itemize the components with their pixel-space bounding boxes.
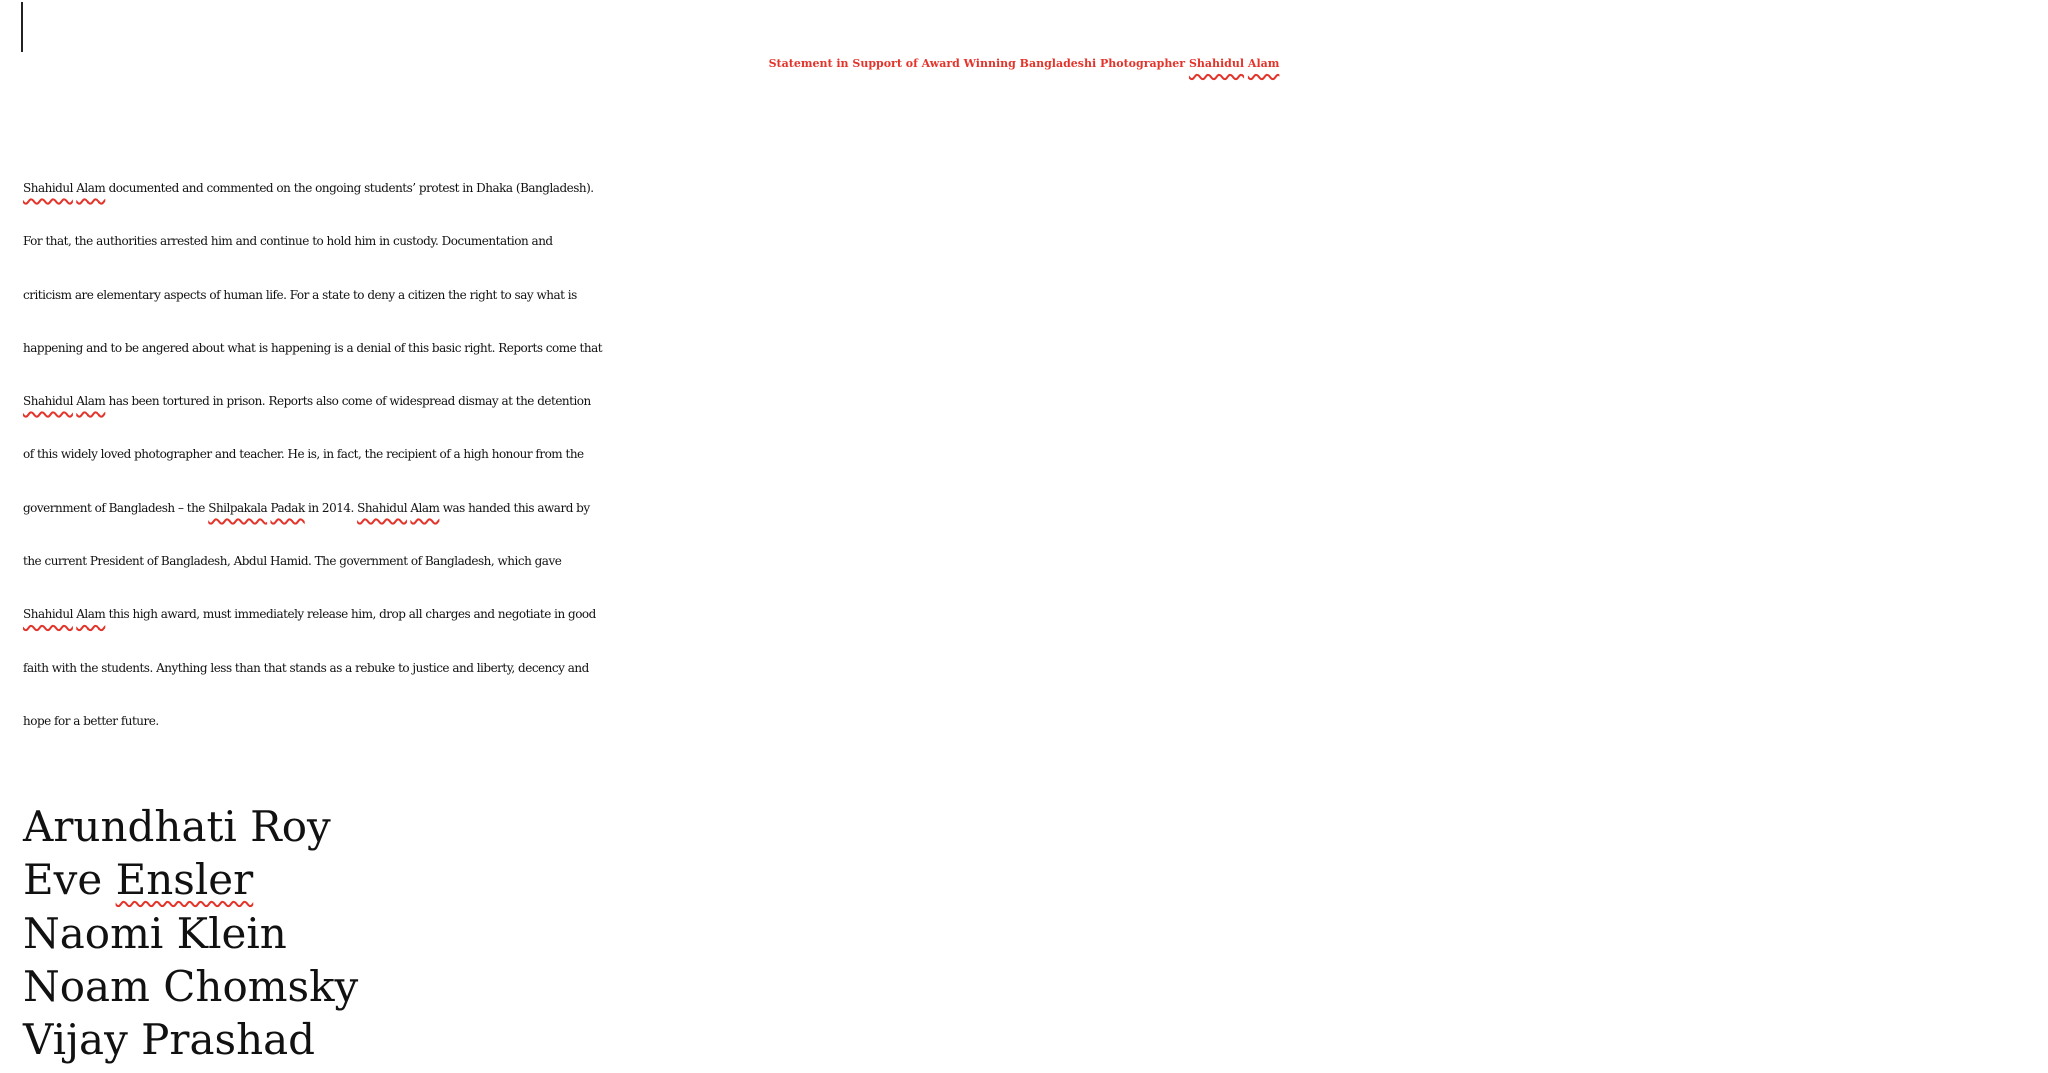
- document-title: Statement in Support of Award Winning Bangladeshi Photographer Shahidul Alam: [768, 57, 1280, 71]
- spellcheck-word: Padak: [270, 500, 305, 515]
- signatory-name: Noam Chomsky: [23, 961, 359, 1011]
- spellcheck-word: Shahidul: [23, 394, 73, 409]
- signatory-list: [23, 800, 358, 1066]
- paragraph-line: Shahidul Alam documented and commented on the ongoing students’ protest in Dhaka (Bangladesh).: [23, 181, 594, 195]
- spellcheck-word: Alam: [76, 181, 106, 195]
- paragraph-line: government of Bangladesh – the Shilpakala Padak in 2014. Shahidul Alam was handed this award by: [23, 500, 590, 515]
- paragraph-line: of this widely loved photographer and teacher. He is, in fact, the recipient of a high honour from the: [23, 447, 584, 462]
- spellcheck-word: Alam: [76, 394, 106, 409]
- spellcheck-word: Alam: [1247, 57, 1280, 71]
- signatory-name: Vijay Prashad: [23, 1015, 316, 1065]
- spellcheck-word: Alam: [410, 500, 440, 515]
- paragraph-line: faith with the students. Anything less than that stands as a rebuke to justice and liberty, decency and: [23, 660, 589, 675]
- paragraph-line: criticism are elementary aspects of human life. For a state to deny a citizen the right to say what is: [23, 287, 577, 302]
- signatory-name: Eve Ensler: [23, 855, 254, 905]
- spellcheck-word: Shahidul: [23, 181, 73, 195]
- spellcheck-word: Alam: [76, 607, 106, 622]
- text-cursor: [21, 2, 23, 52]
- spellcheck-word: Shahidul: [1188, 57, 1245, 71]
- paragraph-line: happening and to be angered about what is happening is a denial of this basic right. Reports come that: [23, 340, 603, 355]
- spellcheck-word: Ensler: [115, 855, 254, 905]
- spellcheck-word: Shahidul: [357, 500, 408, 515]
- statement-paragraph: [23, 162, 2028, 748]
- paragraph-line: Shahidul Alam this high award, must immediately release him, drop all charges and negotiate in good: [23, 607, 596, 622]
- signatory-name: Arundhati Roy: [23, 802, 331, 851]
- paragraph-line: hope for a better future.: [23, 713, 159, 728]
- spellcheck-word: Shahidul: [23, 607, 73, 622]
- spellcheck-word: Shilpakala: [208, 500, 268, 515]
- paragraph-line: For that, the authorities arrested him and continue to hold him in custody. Documentation and: [23, 234, 553, 249]
- paragraph-line: the current President of Bangladesh, Abdul Hamid. The government of Bangladesh, which gave: [23, 554, 562, 569]
- paragraph-line: Shahidul Alam has been tortured in prison. Reports also come of widespread dismay at the detention: [23, 394, 591, 409]
- signatory-name: Naomi Klein: [23, 908, 287, 958]
